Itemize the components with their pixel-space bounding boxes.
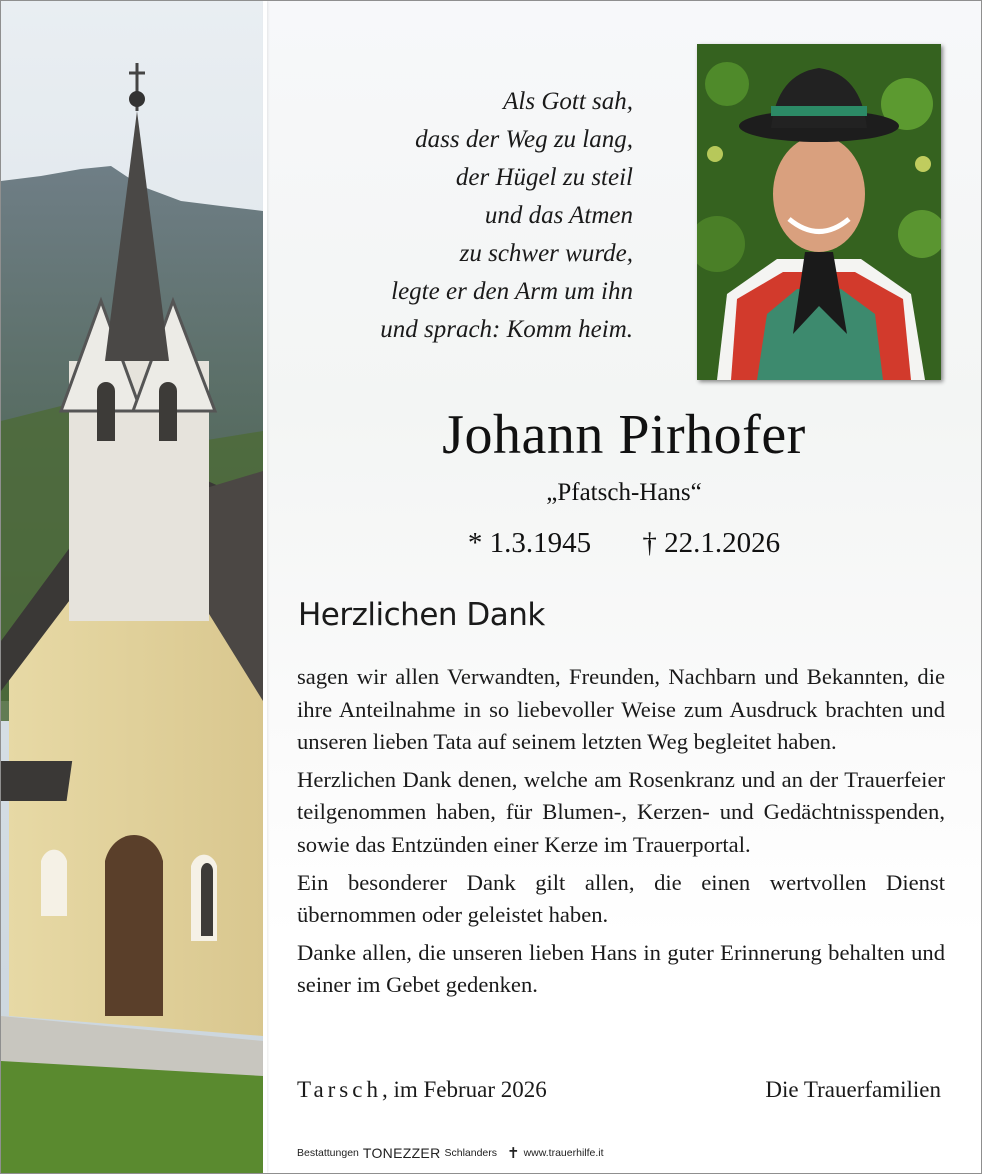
poem-line: und das Atmen [484, 202, 633, 229]
poem-line: legte er den Arm um ihn [391, 278, 633, 305]
thanks-paragraph: Ein besonderer Dank gilt allen, die einen wertvollen Dienst übernommen oder geleistet haben. [297, 869, 945, 928]
thanks-paragraph: sagen wir allen Verwandten, Freunden, Nachbarn und Bekannten, die ihre Anteilnahme in so liebevoller Weise zum Ausdruck brachten und unseren lieben Tata auf seinem letzten Weg begleitet haben. [297, 664, 945, 755]
place-name: Tarsch [297, 1077, 382, 1102]
poem-line: Als Gott sah, [503, 88, 633, 115]
footer-city: Schlanders [444, 1147, 498, 1159]
portrait-photo [697, 44, 941, 380]
footer-prefix: Bestattungen [297, 1147, 359, 1159]
life-dates [267, 527, 981, 560]
funeral-home-footer [297, 1144, 604, 1162]
cross-globe-icon: ✝ [507, 1145, 520, 1162]
poem-line: und sprach: Komm heim. [380, 316, 633, 343]
poem-line: der Hügel zu steil [455, 164, 633, 191]
thanks-text [297, 661, 945, 1007]
chapel-photo [1, 1, 263, 1173]
footer-brand: TONEZZER [362, 1145, 441, 1161]
poem [380, 83, 633, 349]
footer-website[interactable]: www.trauerhilfe.it [523, 1147, 604, 1159]
birth-date: * 1.3.1945 [467, 527, 592, 559]
deceased-nickname: „Pfatsch-Hans“ [546, 479, 702, 506]
thanks-heading: Herzlichen Dank [298, 597, 545, 633]
family-signature: Die Trauerfamilien [765, 1077, 941, 1102]
closing-date: , im Februar 2026 [381, 1077, 547, 1102]
poem-line: zu schwer wurde, [459, 240, 633, 267]
poem-line: dass der Weg zu lang, [415, 126, 633, 153]
thanks-paragraph: Herzlichen Dank denen, welche am Rosenkranz und an der Trauerfeier teilgenommen haben, für Blumen-, Kerzen- und Gedächtnisspenden, sowie das Entzünden einer Kerze im Trauerportal. [297, 766, 945, 857]
deceased-name: Johann Pirhofer [442, 404, 806, 466]
place-date [297, 1077, 547, 1103]
thanks-paragraph: Danke allen, die unseren lieben Hans in guter Erinnerung behalten und seiner im Gebet gedenken. [297, 939, 945, 998]
photo-divider [263, 1, 267, 1173]
death-date: † 22.1.2026 [642, 527, 781, 559]
